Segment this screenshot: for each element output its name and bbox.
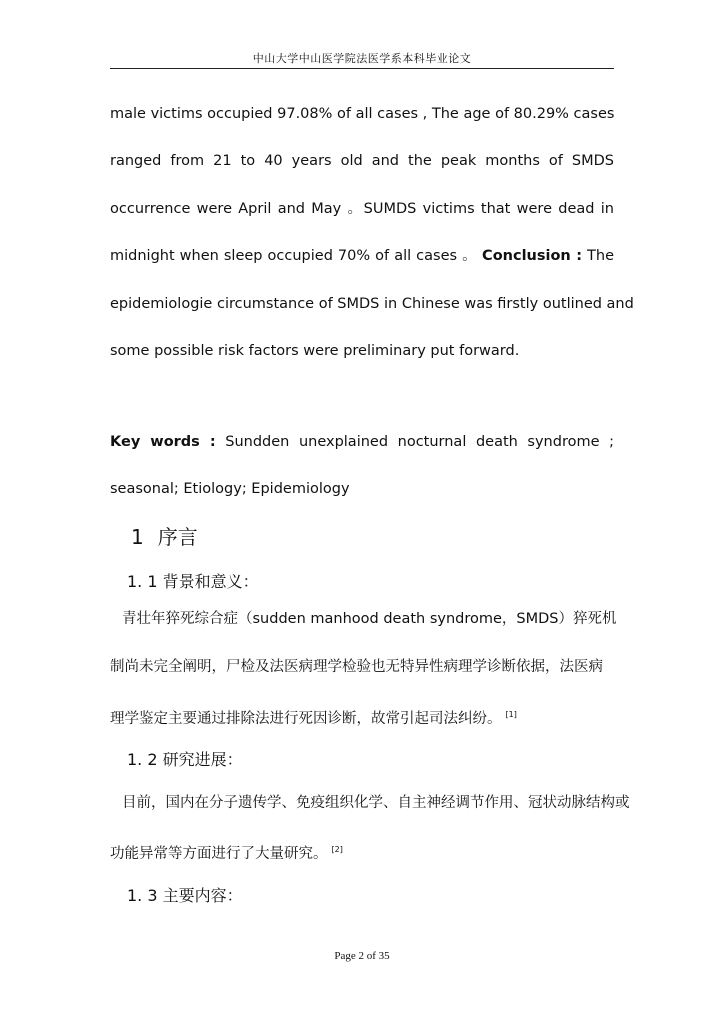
- abstract-line-4: [110, 246, 614, 266]
- section-1-heading: [131, 521, 212, 550]
- para1-line-2: 制尚未完全阐明，尸检及法医病理学检验也无特异性病理学诊断依据，法医病: [110, 659, 603, 675]
- keywords-label: Key words :: [110, 434, 216, 450]
- abstract-line-5: epidemiologie circumstance of SMDS in Chinese was firstly outlined and: [110, 296, 634, 312]
- section-1-2-heading: 1. 2 研究进展：: [127, 750, 243, 769]
- para1-line-3: [110, 705, 614, 729]
- para2-line-2-text: 功能异常等方面进行了大量研究。: [110, 845, 328, 862]
- abstract-line-4-text: midnight when sleep occupied 70% of all cases 。: [110, 248, 478, 264]
- section-1-title: 序言: [157, 525, 198, 549]
- para1-line-3-text: 理学鉴定主要通过排除法进行死因诊断，故常引起司法纠纷。: [110, 710, 502, 727]
- page-number: Page 2 of 35: [334, 950, 390, 962]
- page-header: 中山大学中山医学院法医学系本科毕业论文: [252, 52, 472, 65]
- para2-line-2: [110, 840, 614, 864]
- keywords-text-1: Sundden unexplained nocturnal death syndrome ;: [225, 434, 614, 450]
- reference-2: [2]: [331, 845, 343, 854]
- reference-1: [1]: [505, 710, 517, 719]
- section-1-1-heading: 1. 1 背景和意义：: [127, 572, 259, 591]
- abstract-line-1: male victims occupied 97.08% of all cases , The age of 80.29% cases: [110, 106, 615, 122]
- header-divider: [110, 68, 614, 69]
- section-1-3-heading: 1. 3 主要内容：: [127, 886, 243, 905]
- section-1-number: 1: [131, 525, 144, 549]
- abstract-line-3: occurrence were April and May 。SUMDS victims that were dead in: [110, 201, 614, 217]
- para1-line-1: 青壮年猝死综合症（sudden manhood death syndrome，SMDS）猝死机: [122, 611, 617, 627]
- para2-line-1: 目前，国内在分子遗传学、免疫组织化学、自主神经调节作用、冠状动脉结构或: [122, 795, 630, 811]
- keywords-line-1: [110, 432, 614, 452]
- abstract-line-4-tail: The: [587, 248, 615, 264]
- keywords-line-2: seasonal; Etiology; Epidemiology: [110, 481, 350, 497]
- abstract-line-6: some possible risk factors were preliminary put forward.: [110, 343, 520, 359]
- abstract-line-2: ranged from 21 to 40 years old and the peak months of SMDS: [110, 153, 614, 169]
- conclusion-label: Conclusion :: [482, 248, 583, 264]
